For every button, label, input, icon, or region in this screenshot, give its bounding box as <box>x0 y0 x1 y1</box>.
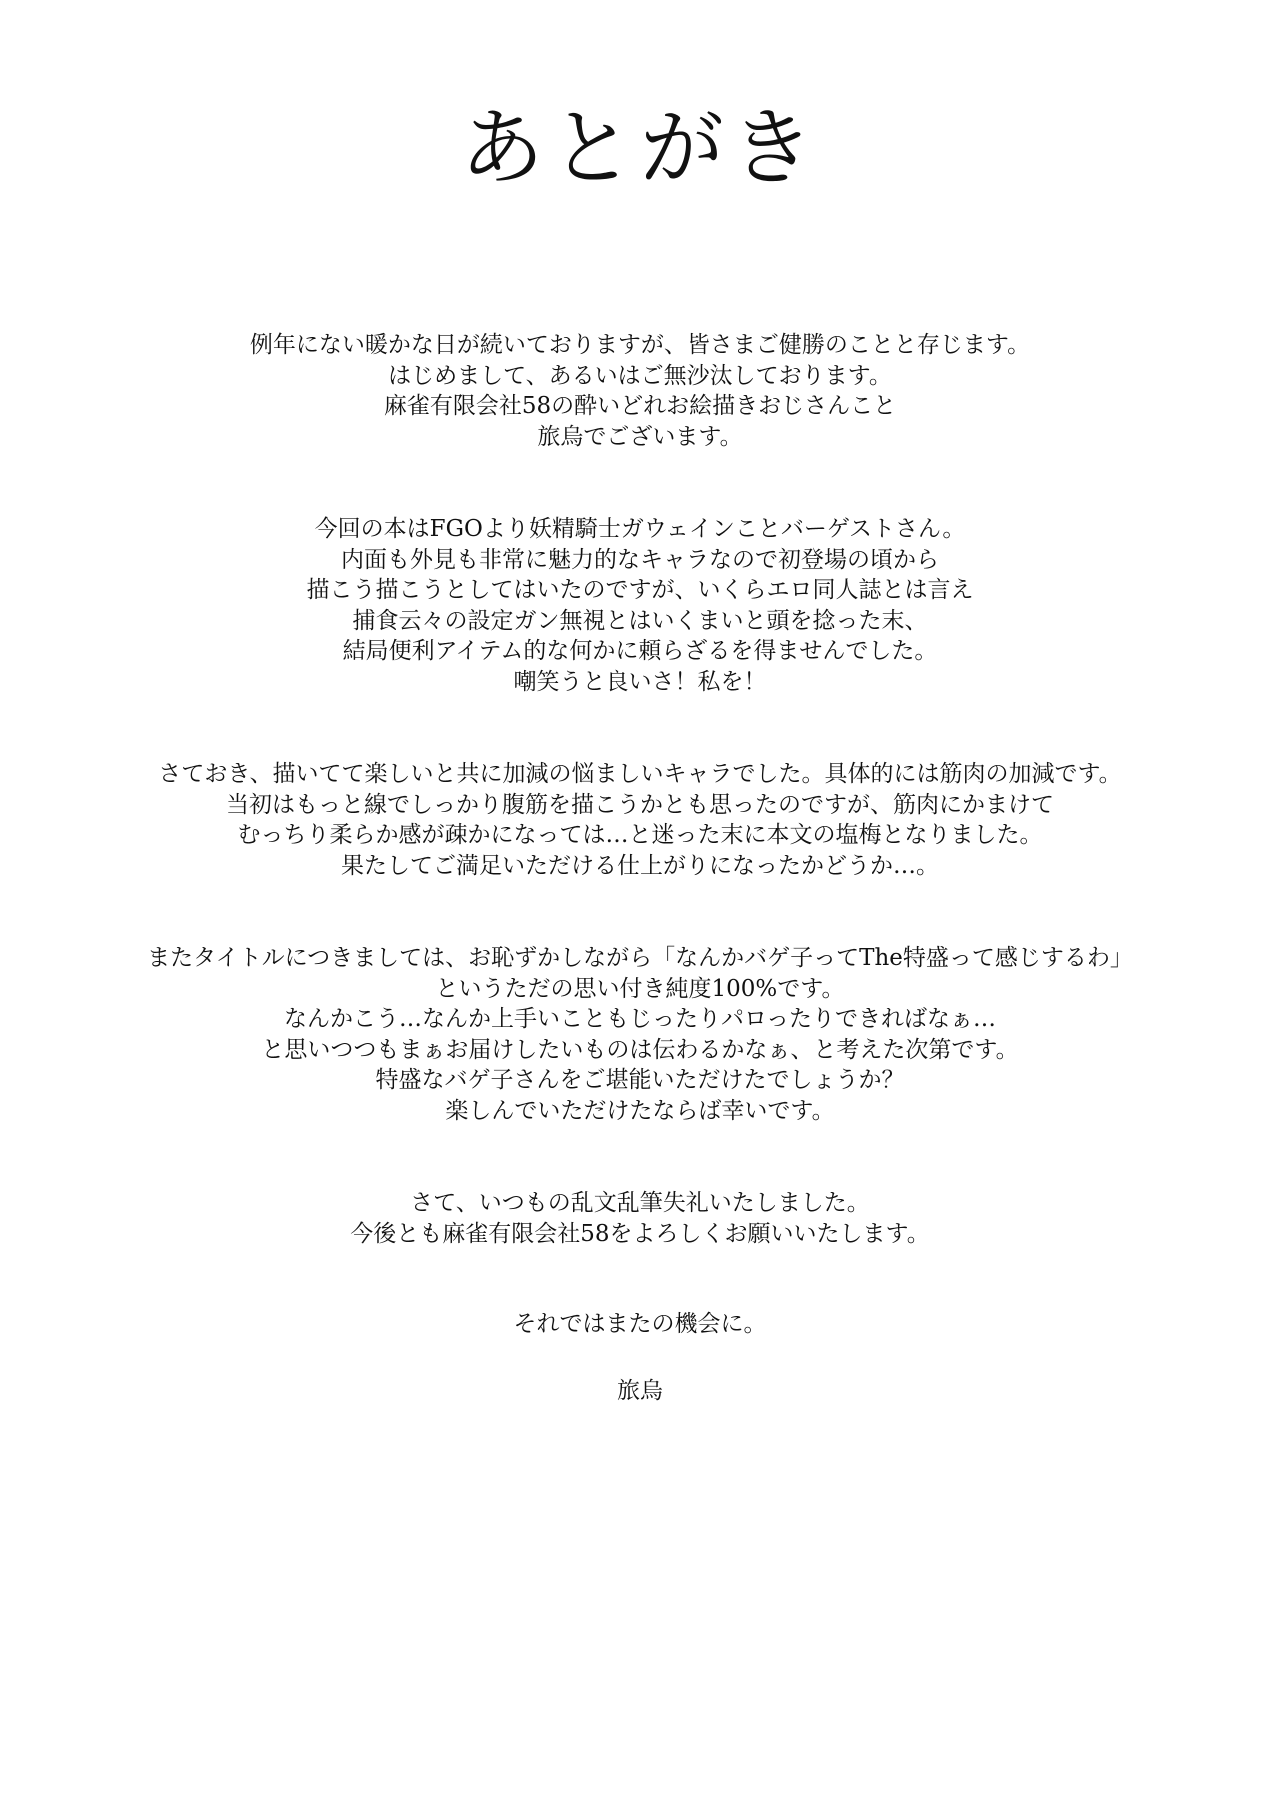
text-line: むっちり柔らか感が疎かになっては…と迷った末に本文の塩梅となりました。 <box>237 822 1043 848</box>
text-line: 旅烏でございます。 <box>537 423 743 450</box>
text-line: はじめまして、あるいはご無沙汰しております。 <box>388 362 892 389</box>
text-line: またタイトルにつきましては、お恥ずかしながら「なんかバゲ子ってThe特盛って感じするわ」 <box>147 945 1133 971</box>
text-line: と思いつつもまぁお届けしたいものは伝わるかなぁ、と考えた次第です。 <box>261 1036 1019 1063</box>
paragraph-greeting <box>0 330 1280 452</box>
text-line: 麻雀有限会社58の酔いどれお絵描きおじさんこと <box>383 393 897 419</box>
text-line: 内面も外見も非常に魅力的なキャラなので初登場の頃から <box>341 546 939 573</box>
text-line: 描こう描こうとしてはいたのですが、いくらエロ同人誌とは言え <box>306 577 974 603</box>
afterword-body <box>0 330 1280 1406</box>
text-line: 楽しんでいただけたならば幸いです。 <box>445 1097 835 1124</box>
author-signature: 旅烏 <box>617 1377 663 1404</box>
text-line: さておき、描いてて楽しいと共に加減の悩ましいキャラでした。具体的には筋肉の加減です。 <box>158 761 1122 787</box>
text-line: 果たしてご満足いただける仕上がりになったかどうか…。 <box>341 852 939 879</box>
paragraph-drawing-notes <box>0 759 1280 881</box>
text-line: 今回の本はFGOより妖精騎士ガウェインことバーゲストさん。 <box>314 516 966 542</box>
paragraph-about-book <box>0 514 1280 697</box>
paragraph-title-notes <box>0 943 1280 1126</box>
text-line: なんかこう…なんか上手いこともじったりパロったりできればなぁ… <box>283 1006 997 1032</box>
paragraph-farewell <box>0 1309 1280 1340</box>
text-line: 特盛なバゲ子さんをご堪能いただけたでしょうか？ <box>375 1067 905 1093</box>
text-line: 今後とも麻雀有限会社58をよろしくお願いいたします。 <box>350 1220 930 1247</box>
text-line: さて、いつもの乱文乱筆失礼いたしました。 <box>410 1190 870 1216</box>
text-line: それではまたの機会に。 <box>513 1311 767 1337</box>
paragraph-closing <box>0 1188 1280 1249</box>
text-line: というただの思い付き純度100%です。 <box>435 975 845 1002</box>
text-line: 結局便利アイテム的な何かに頼らざるを得ませんでした。 <box>342 638 938 664</box>
text-line: 捕食云々の設定ガン無視とはいくまいと頭を捻った末、 <box>352 607 928 634</box>
page-title: あとがき <box>459 99 820 197</box>
text-line: 当初はもっと線でしっかり腹筋を描こうかとも思ったのですが、筋肉にかまけて <box>226 791 1054 818</box>
text-line: 嘲笑うと良いさ！私を！ <box>513 668 767 695</box>
text-line: 例年にない暖かな日が続いておりますが、皆さまご健勝のことと存じます。 <box>249 332 1031 358</box>
